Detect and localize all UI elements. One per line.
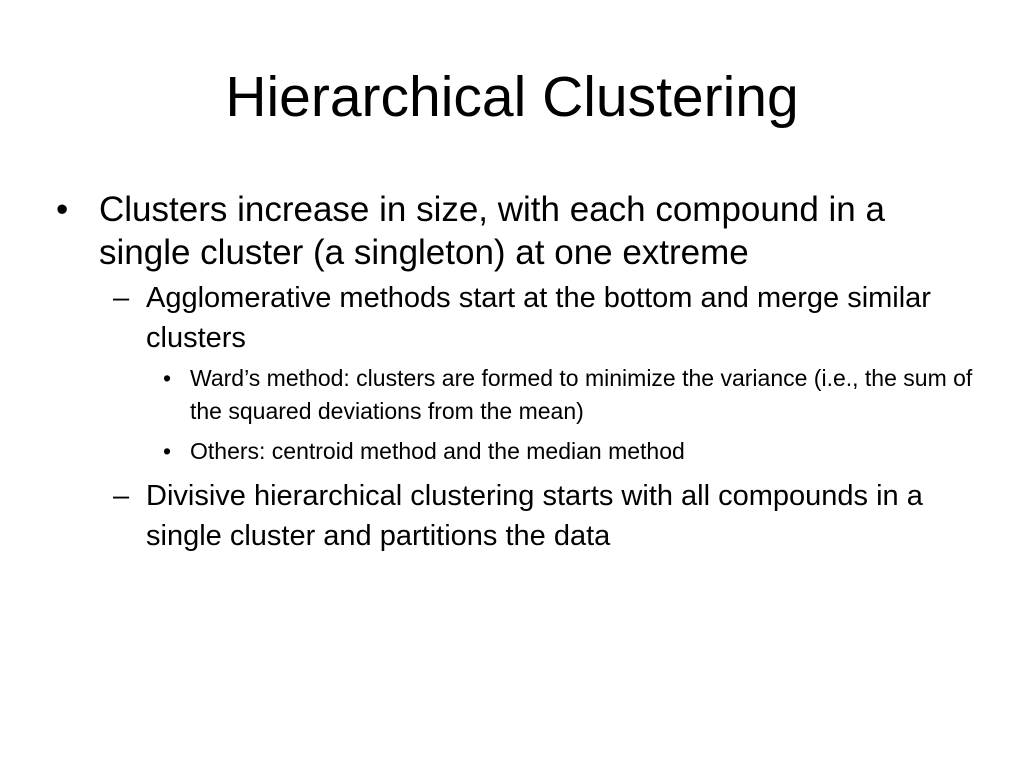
bullet-list <box>56 188 976 556</box>
bullet-item-level2 <box>113 476 976 556</box>
bullet-dot-icon: • <box>56 190 69 229</box>
bullet-text: Others: centroid method and the median method <box>190 438 685 464</box>
bullet-dot-icon: • <box>163 365 172 391</box>
bullet-item-level3 <box>163 362 976 428</box>
slide-title: Hierarchical Clustering <box>225 65 799 129</box>
dash-icon: – <box>113 480 130 512</box>
bullet-item-level2 <box>113 278 976 358</box>
bullet-item-level1 <box>56 188 976 274</box>
bullet-text: Ward’s method: clusters are formed to minimize the variance (i.e., the sum of the squared deviations from the mean) <box>190 365 973 424</box>
bullet-dot-icon: • <box>163 438 172 464</box>
bullet-text: Agglomerative methods start at the bottom and merge similar clusters <box>146 282 931 354</box>
bullet-text: Clusters increase in size, with each compound in a single cluster (a singleton) at one extreme <box>99 190 885 272</box>
bullet-item-level3 <box>163 435 976 468</box>
dash-icon: – <box>113 282 130 314</box>
bullet-text: Divisive hierarchical clustering starts with all compounds in a single cluster and partitions the data <box>146 480 923 552</box>
